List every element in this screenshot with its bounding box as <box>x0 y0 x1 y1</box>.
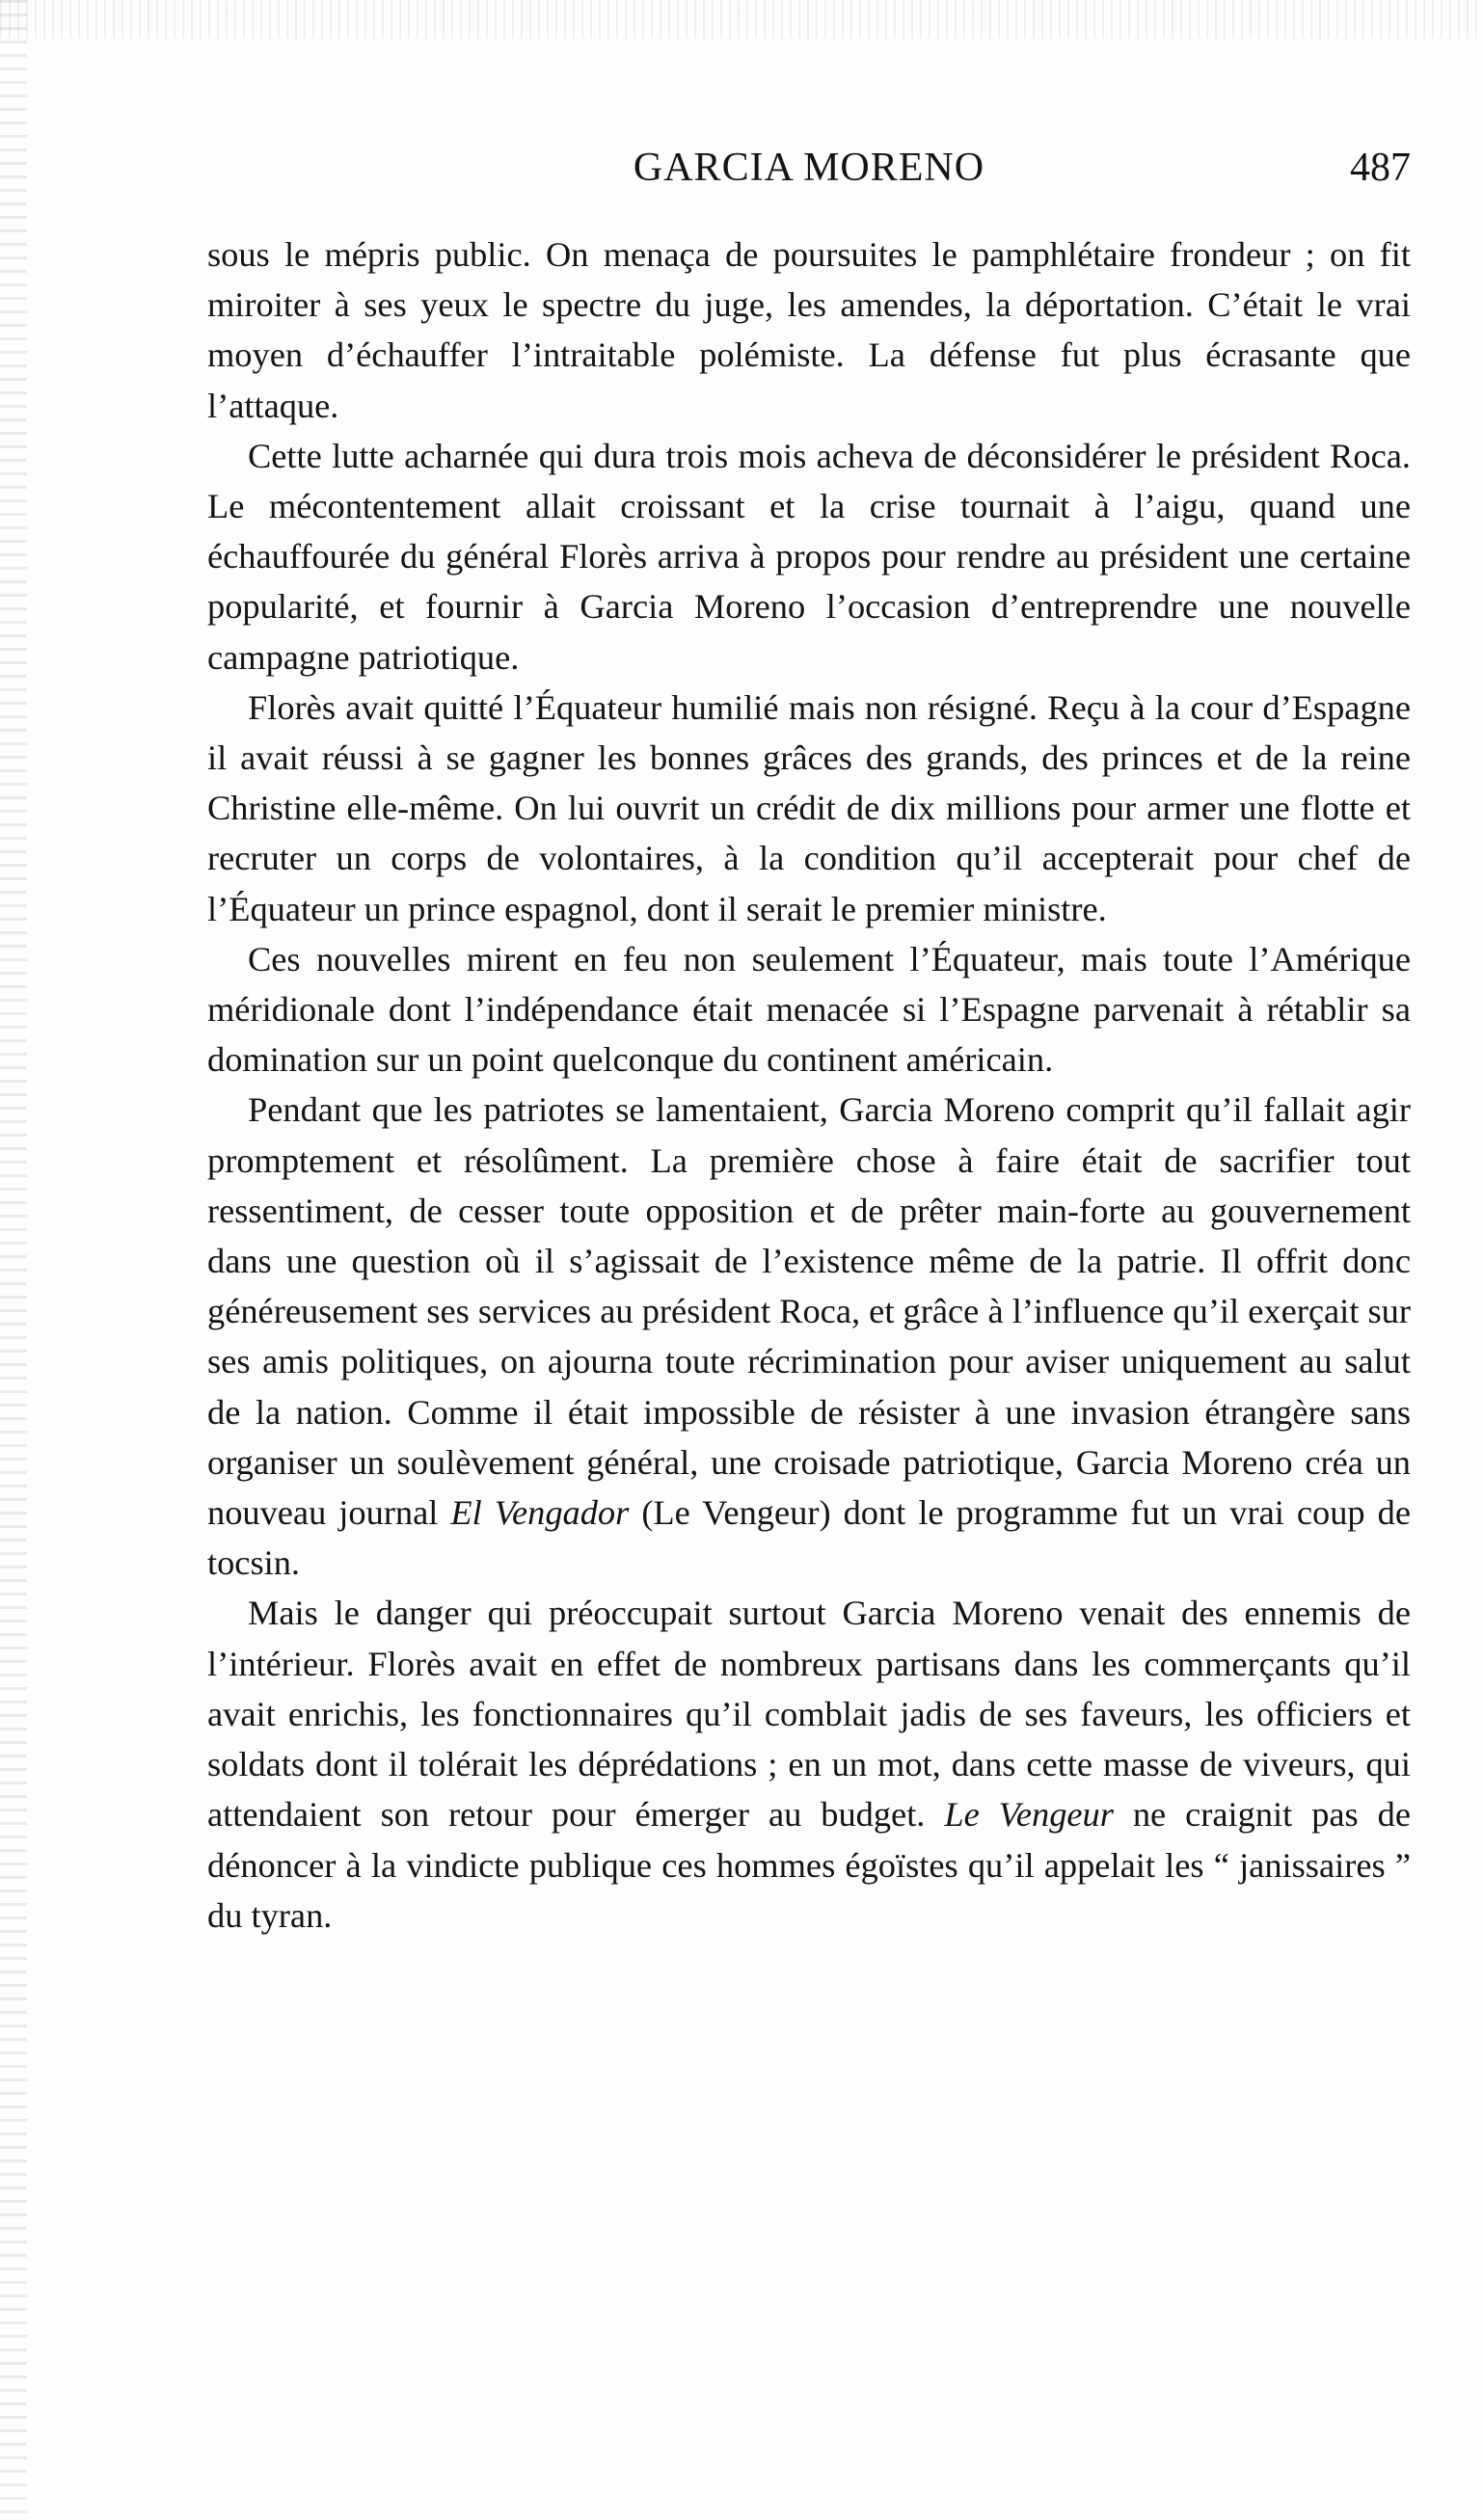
running-title: GARCIA MORENO <box>633 146 985 190</box>
paragraph <box>207 683 1411 934</box>
paragraph <box>207 934 1411 1086</box>
paragraph <box>207 1085 1411 1588</box>
text-segment: (Le Vengeur) dont le programme fut un vrai coup de tocsin. <box>207 1493 1411 1583</box>
running-head <box>207 145 1411 202</box>
paragraph <box>207 1588 1411 1940</box>
paragraph <box>207 431 1411 683</box>
text-segment: Florès avait quitté l’Équateur humilié mais non résigné. Reçu à la cour d’Espagne il avait réussi à se gagner les bonnes grâces des grands, des princes et de la reine Christine elle-même. On lui ouvrit un crédit de dix millions pour armer une flotte et recruter un corps de volontaires, à la condition qu’il accepterait pour chef de l’Équateur un prince espagnol, dont il serait le premier ministre. <box>207 687 1411 928</box>
scan-edge-noise-left <box>0 0 27 2520</box>
italic-title: El Vengador <box>450 1493 630 1533</box>
italic-title: Le Vengeur <box>944 1795 1114 1835</box>
page-number: 487 <box>1350 146 1411 190</box>
body-text <box>207 229 1411 1941</box>
text-segment: Ces nouvelles mirent en feu non seulement l’Équateur, mais toute l’Amérique méridionale dont l’indépendance était menacée si l’Espagne parvenait à rétablir sa domination sur un point quelconque du continent américain. <box>207 939 1411 1080</box>
text-segment: Pendant que les patriotes se lamentaient, Garcia Moreno comprit qu’il fallait agir promptement et résolûment. La première chose à faire était de sacrifier tout ressentiment, de cesser toute opposition et de prêter main-forte au gouvernement dans une question où il s’agissait de l’existence même de la patrie. Il offrit donc généreusement ses services au président Roca, et grâce à l’influence qu’il exerçait sur ses amis politiques, on ajourna toute récrimination pour aviser uniquement au salut de la nation. Comme il était impossible de résister à une invasion étrangère sans organiser un soulèvement général, une croisade patriotique, Garcia Moreno créa un nouveau journal <box>207 1090 1411 1533</box>
text-segment: ne craignit pas de dénoncer à la vindicte publique ces hommes égoïstes qu’il appelait les “ janissaires ” du tyran. <box>207 1795 1411 1935</box>
scan-edge-noise-top <box>0 0 1483 39</box>
text-segment: sous le mépris public. On menaça de poursuites le pamphlétaire frondeur ; on fit miroiter à ses yeux le spectre du juge, les amendes, la déportation. C’était le vrai moyen d’échauffer l’intraitable polémiste. La défense fut plus écrasante que l’attaque. <box>207 235 1411 425</box>
text-segment: Mais le danger qui préoccupait surtout Garcia Moreno venait des ennemis de l’intérieur. Florès avait en effet de nombreux partisans dans les commerçants qu’il avait enrichis, les fonctionnaires qu’il comblait jadis de ses faveurs, les officiers et soldats dont il tolérait les déprédations ; en un mot, dans cette masse de viveurs, qui attendaient son retour pour émerger au budget. <box>207 1594 1411 1835</box>
text-segment: Cette lutte acharnée qui dura trois mois acheva de déconsidérer le président Roca. Le mécontentement allait croissant et la crise tournait à l’aigu, quand une échauffourée du général Florès arriva à propos pour rendre au président une certaine popularité, et fournir à Garcia Moreno l’occasion d’entreprendre une nouvelle campagne patriotique. <box>207 436 1411 677</box>
paragraph <box>207 229 1411 431</box>
